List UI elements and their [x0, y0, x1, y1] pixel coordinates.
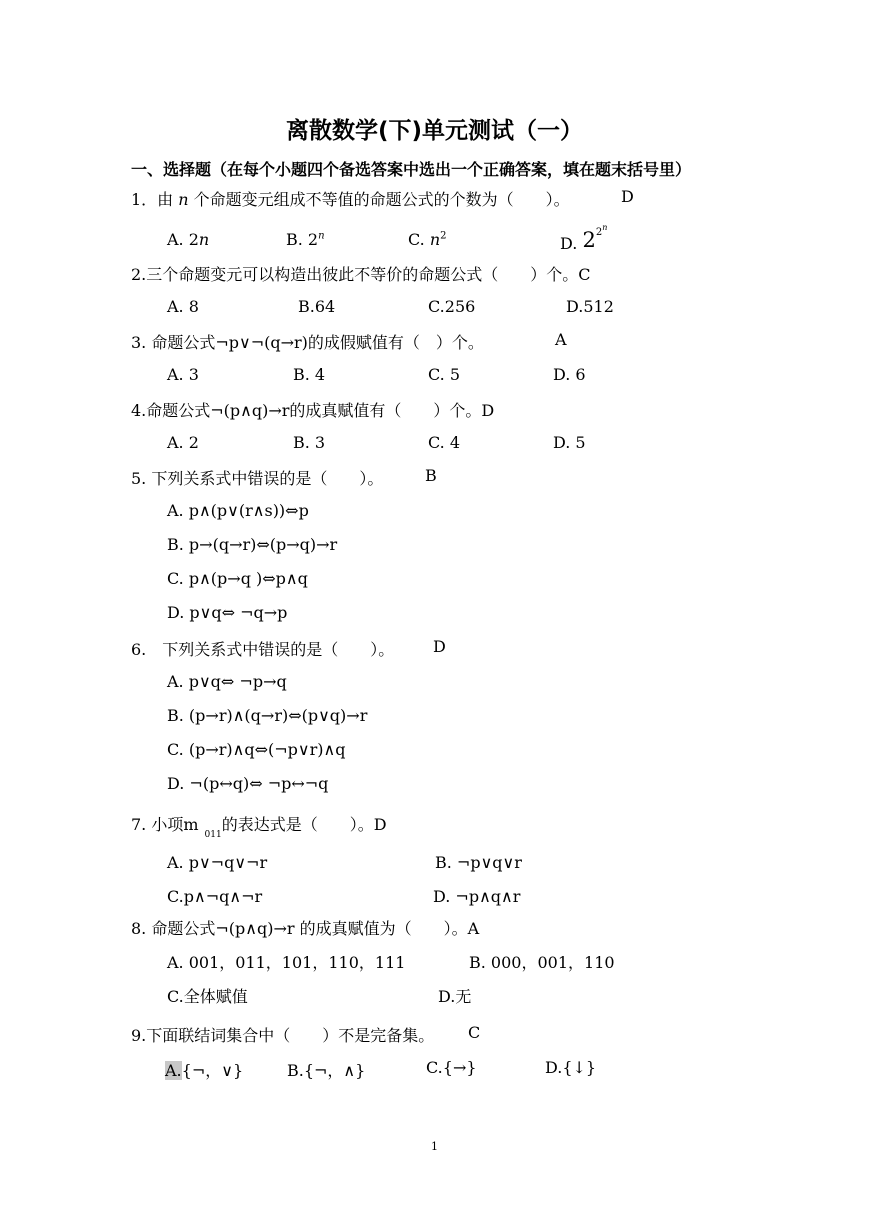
- q1-d-sup1: 2: [595, 227, 603, 238]
- q1-d-sup2: n: [602, 223, 608, 232]
- q1-stem-prefix: 1．由: [131, 190, 179, 209]
- q5-answer: B: [425, 466, 437, 485]
- q7-option-b: B. ¬p∨q∨r: [435, 853, 522, 872]
- page-number: 1: [431, 1140, 438, 1153]
- q4-option-d: D. 5: [553, 433, 586, 452]
- q1-c-sup: 2: [440, 230, 447, 242]
- q9-option-b: B.{¬，∧}: [287, 1061, 366, 1080]
- q1-stem-suffix: 个命题变元组成不等值的命题公式的个数为（ ）。: [188, 190, 570, 209]
- q7-option-d: D. ¬p∧q∧r: [433, 887, 521, 906]
- q6-option-d: D. ¬(p↔q)⇔ ¬p↔¬q: [167, 774, 329, 793]
- q1-option-c: [408, 230, 447, 249]
- question-9: 9.下面联结词集合中（ ）不是完备集。: [131, 1026, 435, 1045]
- q2-option-a: A. 8: [167, 297, 199, 316]
- q7-option-a: A. p∨¬q∨¬r: [167, 853, 268, 872]
- q1-var: n: [178, 190, 189, 209]
- q8-option-c: C.全体赋值: [167, 987, 248, 1006]
- q9-answer: C: [468, 1023, 481, 1042]
- q9-a-highlight: A.: [165, 1061, 182, 1080]
- q1-b-text: B. 2: [286, 230, 319, 249]
- q2-option-c: C.256: [428, 297, 476, 316]
- q2-option-d: D.512: [566, 297, 614, 316]
- q1-option-d: [560, 223, 608, 254]
- q3-option-a: A. 3: [167, 365, 199, 384]
- q5-option-a: A. p∧(p∨(r∧s))⇔p: [167, 501, 309, 520]
- q3-option-b: B. 4: [293, 365, 326, 384]
- q1-b-sup: n: [318, 230, 325, 242]
- q3-option-c: C. 5: [428, 365, 461, 384]
- q1-a-var: n: [198, 230, 210, 249]
- section-heading: 一、选择题（在每个小题四个备选答案中选出一个正确答案，填在题末括号里）: [131, 160, 692, 179]
- q1-answer: D: [621, 187, 634, 206]
- question-2: 2.三个命题变元可以构造出彼此不等价的命题公式（ ）个。C: [131, 265, 591, 284]
- question-5: 5. 下列关系式中错误的是（ ）。: [131, 469, 384, 488]
- q9-option-c: C.{→}: [426, 1058, 477, 1077]
- question-1: [131, 187, 570, 210]
- q1-option-a: [167, 230, 209, 249]
- q5-option-c: C. p∧(p→q )⇔p∧q: [167, 569, 308, 588]
- q4-option-b: B. 3: [293, 433, 326, 452]
- q3-answer: A: [555, 330, 567, 349]
- q8-option-a: A. 001，011，101，110，111: [167, 953, 406, 972]
- q7-option-c: C.p∧¬q∧¬r: [167, 887, 263, 906]
- q2-option-b: B.64: [298, 297, 336, 316]
- question-3: 3. 命题公式¬p∨¬(q→r)的成假赋值有（ ）个。: [131, 333, 484, 352]
- q4-option-c: C. 4: [428, 433, 461, 452]
- q7-stem-prefix: 7. 小项m: [131, 815, 199, 834]
- q5-option-d: D. p∨q⇔ ¬q→p: [167, 603, 288, 622]
- q4-option-a: A. 2: [167, 433, 199, 452]
- question-6: 6. 下列关系式中错误的是（ ）。: [131, 640, 395, 659]
- page-title: 离散数学(下)单元测试（一）: [285, 118, 584, 144]
- q6-option-c: C. (p→r)∧q⇔(¬p∨r)∧q: [167, 740, 346, 759]
- question-7: [131, 812, 387, 841]
- q1-d-text: D.: [560, 234, 583, 253]
- q1-d-base: 2: [582, 228, 596, 252]
- question-4: 4.命题公式¬(p∧q)→r的成真赋值有（ ）个。D: [131, 401, 495, 420]
- q9-a-text: {¬，∨}: [181, 1061, 244, 1080]
- q7-subscript: 011: [204, 830, 222, 841]
- q8-option-d: D.无: [438, 987, 472, 1006]
- q6-option-a: A. p∨q⇔ ¬p→q: [167, 672, 287, 691]
- q5-option-b: B. p→(q→r)⇔(p→q)→r: [167, 535, 338, 554]
- q6-option-b: B. (p→r)∧(q→r)⇔(p∨q)→r: [167, 706, 368, 725]
- q8-option-b: B. 000，001，110: [469, 953, 615, 972]
- q1-c-text: C.: [408, 230, 430, 249]
- q1-option-b: [286, 230, 325, 249]
- q9-option-a: [165, 1058, 243, 1081]
- question-8: 8. 命题公式¬(p∧q)→r 的成真赋值为（ ）。A: [131, 919, 480, 938]
- q6-answer: D: [433, 637, 446, 656]
- q1-a-text: A. 2: [167, 230, 199, 249]
- q7-stem-suffix: 的表达式是（ ）。D: [221, 815, 387, 834]
- q3-option-d: D. 6: [553, 365, 586, 384]
- q9-option-d: D.{↓}: [545, 1058, 597, 1077]
- q1-c-var: n: [429, 230, 441, 249]
